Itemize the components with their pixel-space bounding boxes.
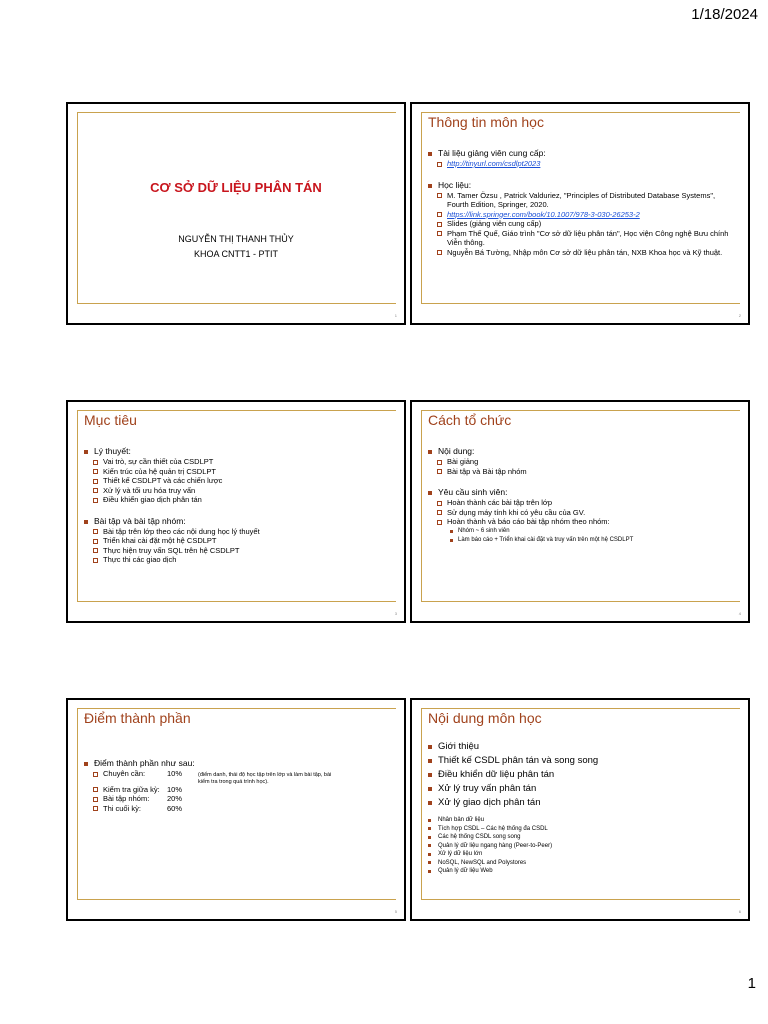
slide-title: Thông tin môn học [428,114,544,130]
theory-item: Điều khiển giao dịch phân tán [84,495,394,505]
content-item: Bài tập và Bài tập nhóm [428,467,738,477]
slide-number: 3 [394,611,397,616]
page-number: 1 [747,975,756,992]
slide-number: 5 [394,909,397,914]
group-item: Làm báo cáo + Triển khai cài đặt và truy vấn trên một hệ CSDLPT [428,536,738,545]
slide-1 [66,102,406,325]
slide-4 [410,400,750,623]
bullet-requirements: Yêu cầu sinh viên: [428,487,738,498]
slide-5 [66,698,406,921]
requirement-item: Hoàn thành các bài tập trên lớp [428,498,738,508]
theory-item: Vai trò, sự cần thiết của CSDLPT [84,457,394,467]
theory-item: Kiến trúc của hệ quản trị CSDLPT [84,467,394,477]
extra-topic-item: Tích hợp CSDL – Các hệ thống đa CSDL [428,825,738,834]
reference-link[interactable]: https://link.springer.com/book/10.1007/978-3-030-26253-2 [428,210,738,220]
materials-link[interactable]: http://tinyurl.com/csdlpt2023 [428,159,738,169]
reference-item: Nguyễn Bá Tường, Nhập môn Cơ sở dữ liệu phân tán, NXB Khoa học và Kỹ thuật. [428,248,738,258]
topic-item: Xử lý giao dịch phân tán [428,796,738,810]
extra-topic-item: Xử lý dữ liệu lớn [428,850,738,859]
practice-item: Thực thi các giao dịch [84,555,394,565]
topic-item: Thiết kế CSDL phân tán và song song [428,754,738,768]
reference-item: Phạm Thế Quế, Giáo trình "Cơ sở dữ liệu phân tán", Học viện Công nghệ Bưu chính Viễn thông. [428,229,738,248]
course-title: CƠ SỞ DỮ LIỆU PHÂN TÁN [150,180,322,195]
reference-item: Slides (giảng viên cung cấp) [428,219,738,229]
slide-number: 4 [738,611,741,616]
slide-3 [66,400,406,623]
practice-item: Thực hiện truy vấn SQL trên hệ CSDLPT [84,546,394,556]
slide-title: Điểm thành phần [84,710,191,726]
reference-item: M. Tamer Özsu , Patrick Valduriez, "Principles of Distributed Database Systems", Fourth Edition, Springer, 2020. [428,191,738,210]
grade-row: Thi cuối kỳ: 60% [84,804,394,814]
grade-row: Kiểm tra giữa kỳ: 10% [84,785,394,795]
topic-item: Điều khiển dữ liệu phân tán [428,768,738,782]
extra-topic-item: Nhân bản dữ liệu [428,816,738,825]
topic-item: Giới thiệu [428,740,738,754]
slide-number: 2 [738,313,741,318]
extra-topic-item: NoSQL, NewSQL and Polystores [428,859,738,868]
bullet-content: Nội dung: [428,446,738,457]
grade-row: Bài tập nhóm: 20% [84,794,394,804]
page-date: 1/18/2024 [691,6,758,23]
requirement-item: Sử dụng máy tính khi có yêu cầu của GV. [428,508,738,518]
extra-topic-item: Quản lý dữ liệu ngang hàng (Peer-to-Peer) [428,842,738,851]
slide-2 [410,102,750,325]
practice-item: Bài tập trên lớp theo các nội dung học lý thuyết [84,527,394,537]
theory-item: Xử lý và tối ưu hóa truy vấn [84,486,394,496]
bullet-practice: Bài tập và bài tập nhóm: [84,516,394,527]
topic-item: Xử lý truy vấn phân tán [428,782,738,796]
theory-item: Thiết kế CSDLPT và các chiến lược [84,476,394,486]
bullet-grading: Điểm thành phần như sau: [84,758,394,769]
slide-number: 6 [738,909,741,914]
slide-title: Mục tiêu [84,412,137,428]
requirement-item: Hoàn thành và báo cáo bài tập nhóm theo nhóm: [428,517,738,527]
author-name: NGUYỄN THỊ THANH THỦY [178,234,294,244]
slide-number: 1 [394,313,397,318]
attendance-note: (điểm danh, thái độ học tập trên lớp và làm bài tập, bài kiểm tra trong quá trình học). [198,772,332,785]
group-item: Nhóm ~ 6 sinh viên [428,527,738,536]
extra-topic-item: Quản lý dữ liệu Web [428,867,738,876]
extra-topic-item: Các hệ thống CSDL song song [428,833,738,842]
bullet-materials: Tài liệu giảng viên cung cấp: [428,148,738,159]
content-item: Bài giảng [428,457,738,467]
department: KHOA CNTT1 - PTIT [193,249,278,259]
bullet-theory: Lý thuyết: [84,446,394,457]
grade-row: Chuyên cần: 10% [84,769,394,779]
practice-item: Triển khai cài đặt một hệ CSDLPT [84,536,394,546]
slide-6 [410,698,750,921]
slide-title: Cách tổ chức [428,412,512,428]
bullet-references: Học liệu: [428,180,738,191]
slide-title: Nội dung môn học [428,710,542,726]
